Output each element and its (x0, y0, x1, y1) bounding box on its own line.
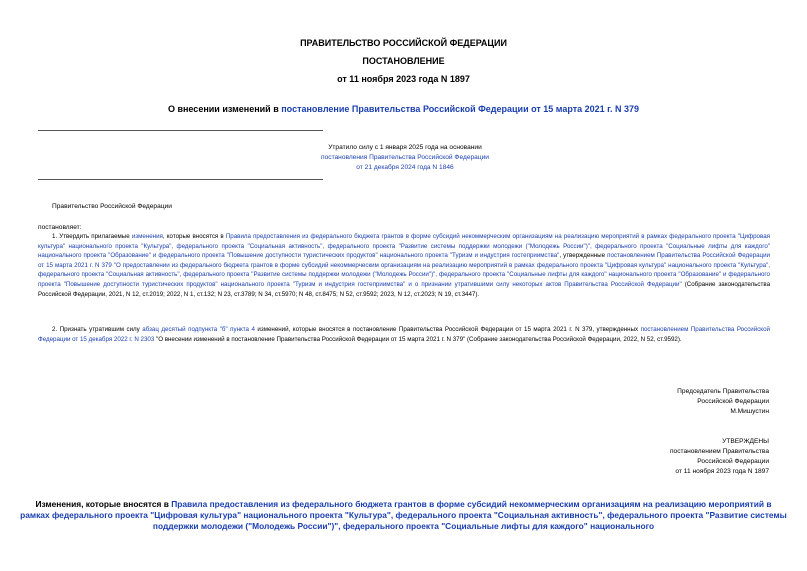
expiry-note-link-line2[interactable]: от 21 декабря 2024 года N 1846 (356, 164, 454, 171)
changes-title-link[interactable]: Правила предоставления из федерального бюджета грантов в форме субсидий некоммерческим организациям на реализацию мероприятий в рамках федерального проекта "Цифровая культура" национального проекта "Культура", федерального проекта "Социальная активность", федерального проекта "Развитие системы поддержки молодежи ("Молодежь России")", федерального проекта "Социальные лифты для каждого" национального (20, 499, 787, 531)
changes-title (20, 499, 787, 532)
approved-by: постановлением Правительства (669, 448, 769, 455)
p1-link-changes[interactable]: изменения (131, 233, 163, 240)
expiry-note-link-line1[interactable]: постановления Правительства Российской Федерации (321, 154, 489, 161)
paragraph-2 (38, 325, 770, 344)
government-heading: ПРАВИТЕЛЬСТВО РОССИЙСКОЙ ФЕДЕРАЦИИ (300, 38, 507, 48)
approved-heading: УТВЕРЖДЕНЫ (722, 438, 769, 445)
signature-block (677, 387, 769, 417)
p1-text-1: 1. Утвердить прилагаемые (52, 233, 132, 240)
p1-text-2: , которые вносятся в (162, 233, 226, 240)
paragraph-1 (38, 232, 770, 299)
divider-top (38, 130, 323, 131)
title-link[interactable]: постановление Правительства Российской Федерации от 15 марта 2021 г. N 379 (281, 104, 640, 114)
expiry-note (300, 143, 510, 173)
p2-text-3: "О внесении изменений в постановление Правительства Российской Федерации от 15 марта 2021 г. N 379" (Собрание законодательства Российской Федерации, 2022, N 52, ст.9592). (154, 335, 682, 343)
issuer: Правительство Российской Федерации (52, 203, 172, 210)
approved-country: Российской Федерации (697, 458, 769, 465)
p2-text-1: 2. Признать утратившим силу (52, 326, 143, 333)
p2-text-2: изменений, которые вносятся в постановление Правительства Российской Федерации от 15 марта 2021 г. N 379, утвержденных (254, 326, 641, 333)
p1-link-rules[interactable]: Правила предоставления из федерального бюджета грантов в форме субсидий некоммерческим организациям на реализацию мероприятий в рамках федерального проекта "Цифровая культура" национального проекта "Культура", федерального проекта "Социальная активность", федерального проекта "Развитие системы поддержки молодежи ("Молодежь России")", федерального проекта "Социальные лифты для каждого" национального проекта "Образование" и федерального проекта "Повышение доступности туристических продуктов" национального проекта "Туризм и индустрия гостеприимства" (38, 233, 770, 260)
expiry-note-text: Утратило силу с 1 января 2025 года на основании (328, 144, 482, 151)
resolves: постановляет: (38, 224, 82, 231)
approved-block (670, 437, 769, 477)
document-title (0, 104, 807, 114)
changes-title-prefix: Изменения, которые вносятся в (35, 499, 172, 509)
signature-name: М.Мишустин (730, 408, 769, 415)
approved-date: от 11 ноября 2023 года N 1897 (675, 468, 769, 475)
title-prefix: О внесении изменений в (167, 104, 282, 114)
p2-link-resolution[interactable]: постановлением Правительства Российской Федерации от 15 декабря 2022 г. N 2303 (38, 326, 770, 343)
signature-country: Российской Федерации (697, 398, 769, 405)
p1-link-resolution[interactable]: постановлением Правительства Российской Федерации от 15 марта 2021 г. N 379 "О предоставлении из федерального бюджета грантов в форме субсидий некоммерческим организациям на реализацию мероприятий в рамках федерального проекта "Цифровая культура" национального проекта "Культура", федерального проекта "Социальная активность", федерального проекта "Развитие системы поддержки молодежи ("Молодежь России")", федерального проекта "Социальные лифты для каждого" национального проекта "Образование" и федерального проекта "Повышение доступности туристических продуктов" национального проекта "Туризм и индустрия гостеприимства" и о признании утратившими силу некоторых актов Правительства Российской Федерации" (38, 252, 770, 288)
document-type: ПОСТАНОВЛЕНИЕ (362, 56, 445, 66)
p1-text-3: , утвержденные (559, 252, 608, 260)
p2-link-paragraph[interactable]: абзац десятый подпункта "б" пункта 4 (142, 326, 255, 333)
divider-bottom (38, 179, 323, 180)
signature-position: Председатель Правительства (677, 388, 769, 395)
p1-text-4: (Собрание законодательства Российской Федерации, 2021, N 12, ст.2019; 2022, N 1, ст.132; N 23, ст.3789; N 34, ст.5970; N 48, ст.8475; N 52, ст.9592; 2023, N 12, ст.2023; N 19, ст.3447). (38, 280, 771, 298)
document-date-number: от 11 ноября 2023 года N 1897 (337, 74, 470, 84)
